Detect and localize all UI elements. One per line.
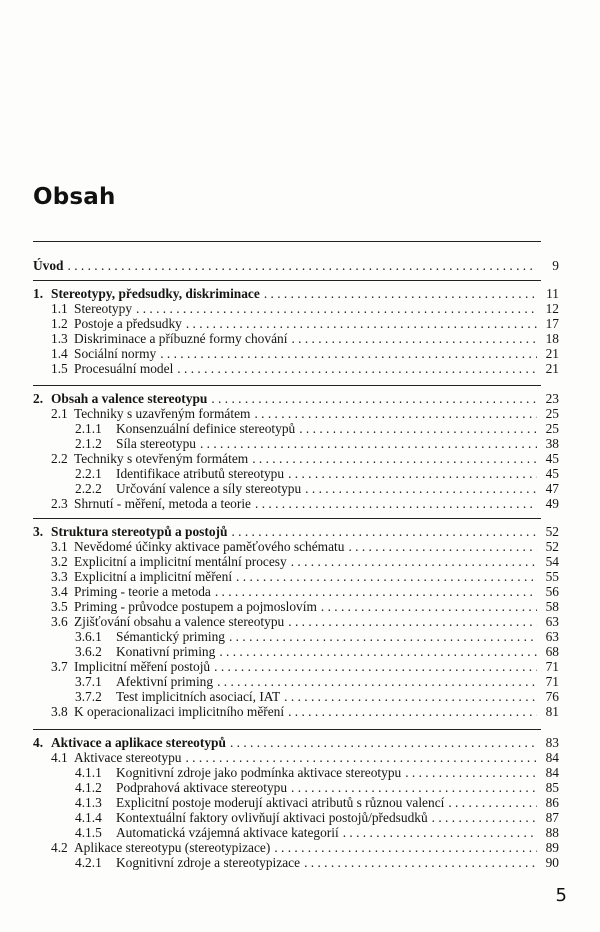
toc-entry (51, 539, 559, 554)
toc-entry-page: 56 (545, 584, 559, 599)
toc-entry-page: 81 (545, 704, 559, 719)
toc-entry (75, 810, 559, 825)
toc-entry-number: 4.2 (51, 840, 68, 855)
dot-leader (288, 614, 537, 629)
toc-entry-title: Zjišťování obsahu a valence stereotypu (74, 614, 285, 629)
toc-entry-title: Úvod (33, 258, 64, 273)
toc-entry-number: 4.1.2 (75, 780, 102, 795)
toc-entry-title: Identifikace atributů stereotypu (116, 466, 285, 481)
toc-entry-number: 1.4 (51, 346, 68, 361)
toc-entry-number: 3.6.1 (75, 629, 102, 644)
toc-entry-number: 3.2 (51, 554, 68, 569)
toc-entry-title: Afektivní priming (116, 674, 214, 689)
toc-entry-page: 55 (545, 569, 559, 584)
toc-entry-title: Sociální normy (74, 346, 157, 361)
toc-entry-page: 63 (545, 629, 559, 644)
toc-entry (75, 780, 559, 795)
toc-entry-number: 2.3 (51, 496, 68, 511)
toc-entry (51, 840, 559, 855)
toc-entry-page: 11 (546, 286, 559, 301)
toc-entry (51, 569, 559, 584)
toc-entry-page: 58 (545, 599, 559, 614)
toc-entry (51, 614, 559, 629)
toc-entry-number: 2.2.2 (75, 481, 102, 496)
toc-entry-page: 71 (545, 659, 559, 674)
dot-leader (211, 391, 537, 406)
dot-leader (264, 286, 537, 301)
toc-entry-title: Konativní priming (116, 644, 216, 659)
dot-leader (291, 331, 537, 346)
dot-leader (177, 361, 537, 376)
dot-leader (186, 316, 537, 331)
toc-entry-page: 23 (545, 391, 559, 406)
toc-entry-page: 25 (545, 421, 559, 436)
dot-leader (217, 674, 537, 689)
dot-leader (405, 765, 537, 780)
toc-entry (51, 451, 559, 466)
toc-entry-page: 38 (545, 436, 559, 451)
toc-entry (75, 644, 559, 659)
toc-entry-number: 2.1.1 (75, 421, 102, 436)
toc-entry-number: 3.7 (51, 659, 68, 674)
toc-entry (75, 825, 559, 840)
toc-entry-page: 84 (545, 765, 559, 780)
toc-entry-title: Priming - teorie a metoda (74, 584, 211, 599)
toc-entry-title: Struktura stereotypů a postojů (51, 524, 228, 539)
dot-leader (305, 481, 537, 496)
toc-entry-title: Postoje a předsudky (74, 316, 182, 331)
toc-entry (51, 599, 559, 614)
toc-entry-title: Stereotypy, předsudky, diskriminace (51, 286, 260, 301)
toc-entry-title: Síla stereotypu (116, 436, 196, 451)
toc-entry-title: Test implicitních asociací, IAT (116, 689, 281, 704)
toc-entry (75, 481, 559, 496)
dot-leader (160, 346, 537, 361)
toc-entry (51, 750, 559, 765)
toc-entry-title: Stereotypy (74, 301, 133, 316)
toc-entry-number: 4.1.4 (75, 810, 102, 825)
toc-entry-title: Implicitní měření postojů (74, 659, 211, 674)
toc-entry-number: 3.4 (51, 584, 68, 599)
toc-entry-page: 21 (545, 346, 559, 361)
dot-leader (274, 840, 537, 855)
toc-entry-number: 2.2.1 (75, 466, 102, 481)
toc-entry (75, 466, 559, 481)
toc-entry-title: Techniky s uzavřeným formátem (74, 406, 251, 421)
dot-leader (200, 436, 537, 451)
toc-entry-number: 4.1.3 (75, 795, 102, 810)
toc-entry (51, 584, 559, 599)
toc-entry-page: 76 (545, 689, 559, 704)
toc-entry-title: Explicitní postoje moderují aktivaci atributů s různou valencí (116, 795, 445, 810)
toc-entry-title: Podprahová aktivace stereotypu (116, 780, 288, 795)
toc-entry-number: 3.3 (51, 569, 68, 584)
dot-leader (252, 451, 537, 466)
toc-entry-page: 86 (545, 795, 559, 810)
dot-leader (288, 704, 537, 719)
toc-entry (51, 496, 559, 511)
toc-entry-number: 1.5 (51, 361, 68, 376)
toc-entry-page: 17 (545, 316, 559, 331)
dot-leader (448, 795, 537, 810)
dot-leader (432, 810, 537, 825)
toc-entry-number: 3.1 (51, 539, 68, 554)
toc-entry-title: Techniky s otevřeným formátem (74, 451, 249, 466)
toc-entry-number: 2.1 (51, 406, 68, 421)
toc-entry-title: Shrnutí - měření, metoda a teorie (74, 496, 251, 511)
page-heading: Obsah (33, 184, 116, 210)
toc-entry-page: 89 (545, 840, 559, 855)
toc-entry-title: Nevědomé účinky aktivace paměťového schématu (74, 539, 345, 554)
toc-entry-page: 9 (552, 258, 559, 273)
toc-entry-number: 1.1 (51, 301, 68, 316)
toc-entry-page: 45 (545, 451, 559, 466)
toc-entry-number: 4. (33, 735, 44, 750)
toc-entry (33, 391, 559, 406)
toc-entry-number: 2. (33, 391, 44, 406)
toc-entry-page: 25 (545, 406, 559, 421)
dot-leader (254, 406, 537, 421)
toc-entry-page: 83 (545, 735, 559, 750)
toc-entry-number: 3.5 (51, 599, 68, 614)
toc-entry-page: 49 (545, 496, 559, 511)
dot-leader (343, 825, 537, 840)
toc-entry-title: Explicitní a implicitní měření (74, 569, 233, 584)
toc-entry-title: Procesuální model (74, 361, 174, 376)
toc-entry (51, 704, 559, 719)
toc-entry (51, 554, 559, 569)
toc-entry-title: K operacionalizaci implicitního měření (74, 704, 285, 719)
dot-leader (231, 524, 537, 539)
toc-entry-page: 47 (545, 481, 559, 496)
toc-entry-number: 3. (33, 524, 44, 539)
dot-leader (230, 735, 537, 750)
toc-entry (75, 421, 559, 436)
toc-entry-page: 21 (545, 361, 559, 376)
toc-entry-number: 4.1 (51, 750, 68, 765)
toc-entry-title: Aplikace stereotypu (stereotypizace) (74, 840, 271, 855)
dot-leader (299, 421, 537, 436)
toc-entry-title: Kognitivní zdroje jako podmínka aktivace stereotypu (116, 765, 402, 780)
toc-entry (75, 689, 559, 704)
dot-leader (185, 750, 537, 765)
toc-entry (75, 855, 559, 870)
toc-entry-title: Kognitivní zdroje a stereotypizace (116, 855, 301, 870)
toc-entry (75, 765, 559, 780)
toc-entry-page: 84 (545, 750, 559, 765)
toc-entry-number: 4.2.1 (75, 855, 102, 870)
toc-entry-title: Aktivace stereotypu (74, 750, 182, 765)
toc-entry-title: Kontextuální faktory ovlivňují aktivaci postojů/předsudků (116, 810, 428, 825)
toc-entry-page: 52 (545, 524, 559, 539)
toc-entry (75, 629, 559, 644)
toc-entry-number: 3.6 (51, 614, 68, 629)
toc-entry-title: Aktivace a aplikace stereotypů (51, 735, 226, 750)
toc-entry (51, 331, 559, 346)
toc-entry-title: Priming - průvodce postupem a pojmoslovím (74, 599, 317, 614)
dot-leader (255, 496, 537, 511)
toc-entry (51, 361, 559, 376)
toc-entry-number: 3.6.2 (75, 644, 102, 659)
toc-entry (33, 524, 559, 539)
toc-entry-title: Automatická vzájemná aktivace kategorií (116, 825, 339, 840)
dot-leader (284, 689, 537, 704)
toc-entry-number: 1.2 (51, 316, 68, 331)
page-number: 5 (555, 885, 567, 906)
dot-leader (291, 780, 537, 795)
toc-entry-page: 71 (545, 674, 559, 689)
toc-entry-title: Diskriminace a příbuzné formy chování (74, 331, 288, 346)
toc-entry-page: 18 (545, 331, 559, 346)
dot-leader (321, 599, 537, 614)
dot-leader (288, 466, 537, 481)
toc-entry-page: 68 (545, 644, 559, 659)
toc-entry-title: Explicitní a implicitní mentální procesy (74, 554, 287, 569)
dot-leader (219, 644, 537, 659)
dot-leader (214, 659, 537, 674)
toc-entry (33, 258, 559, 273)
toc-entry-number: 2.1.2 (75, 436, 102, 451)
toc-entry-page: 87 (545, 810, 559, 825)
dot-leader (348, 539, 537, 554)
toc-entry-title: Určování valence a síly stereotypu (116, 481, 302, 496)
dot-leader (215, 584, 537, 599)
toc-entry (51, 659, 559, 674)
toc-entry-title: Sémantický priming (116, 629, 225, 644)
dot-leader (136, 301, 537, 316)
toc-entry (51, 316, 559, 331)
toc-entry-number: 1.3 (51, 331, 68, 346)
toc-entry-page: 54 (545, 554, 559, 569)
toc-entry-number: 1. (33, 286, 44, 301)
toc-entry-number: 4.1.1 (75, 765, 102, 780)
toc-entry (33, 735, 559, 750)
toc-entry-number: 3.7.2 (75, 689, 102, 704)
toc-entry-title: Obsah a valence stereotypu (51, 391, 208, 406)
toc-entry (51, 346, 559, 361)
toc-entry (75, 436, 559, 451)
toc-entry-number: 4.1.5 (75, 825, 102, 840)
toc-entry-title: Konsenzuální definice stereotypů (116, 421, 296, 436)
dot-leader (304, 855, 537, 870)
dot-leader (291, 554, 537, 569)
toc-entry (51, 406, 559, 421)
toc-entry-number: 3.7.1 (75, 674, 102, 689)
toc-entry-page: 45 (545, 466, 559, 481)
dot-leader (229, 629, 537, 644)
toc-entry-page: 52 (545, 539, 559, 554)
toc-entry-page: 88 (545, 825, 559, 840)
toc-entry (33, 286, 559, 301)
toc-entry-number: 3.8 (51, 704, 68, 719)
toc-entry-page: 85 (545, 780, 559, 795)
toc-entry (75, 674, 559, 689)
toc-entry-page: 90 (545, 855, 559, 870)
toc-entry-page: 12 (545, 301, 559, 316)
toc-entry-number: 2.2 (51, 451, 68, 466)
toc-entry-page: 63 (545, 614, 559, 629)
toc-entry (75, 795, 559, 810)
dot-leader (68, 258, 537, 273)
dot-leader (236, 569, 537, 584)
toc-entry (51, 301, 559, 316)
